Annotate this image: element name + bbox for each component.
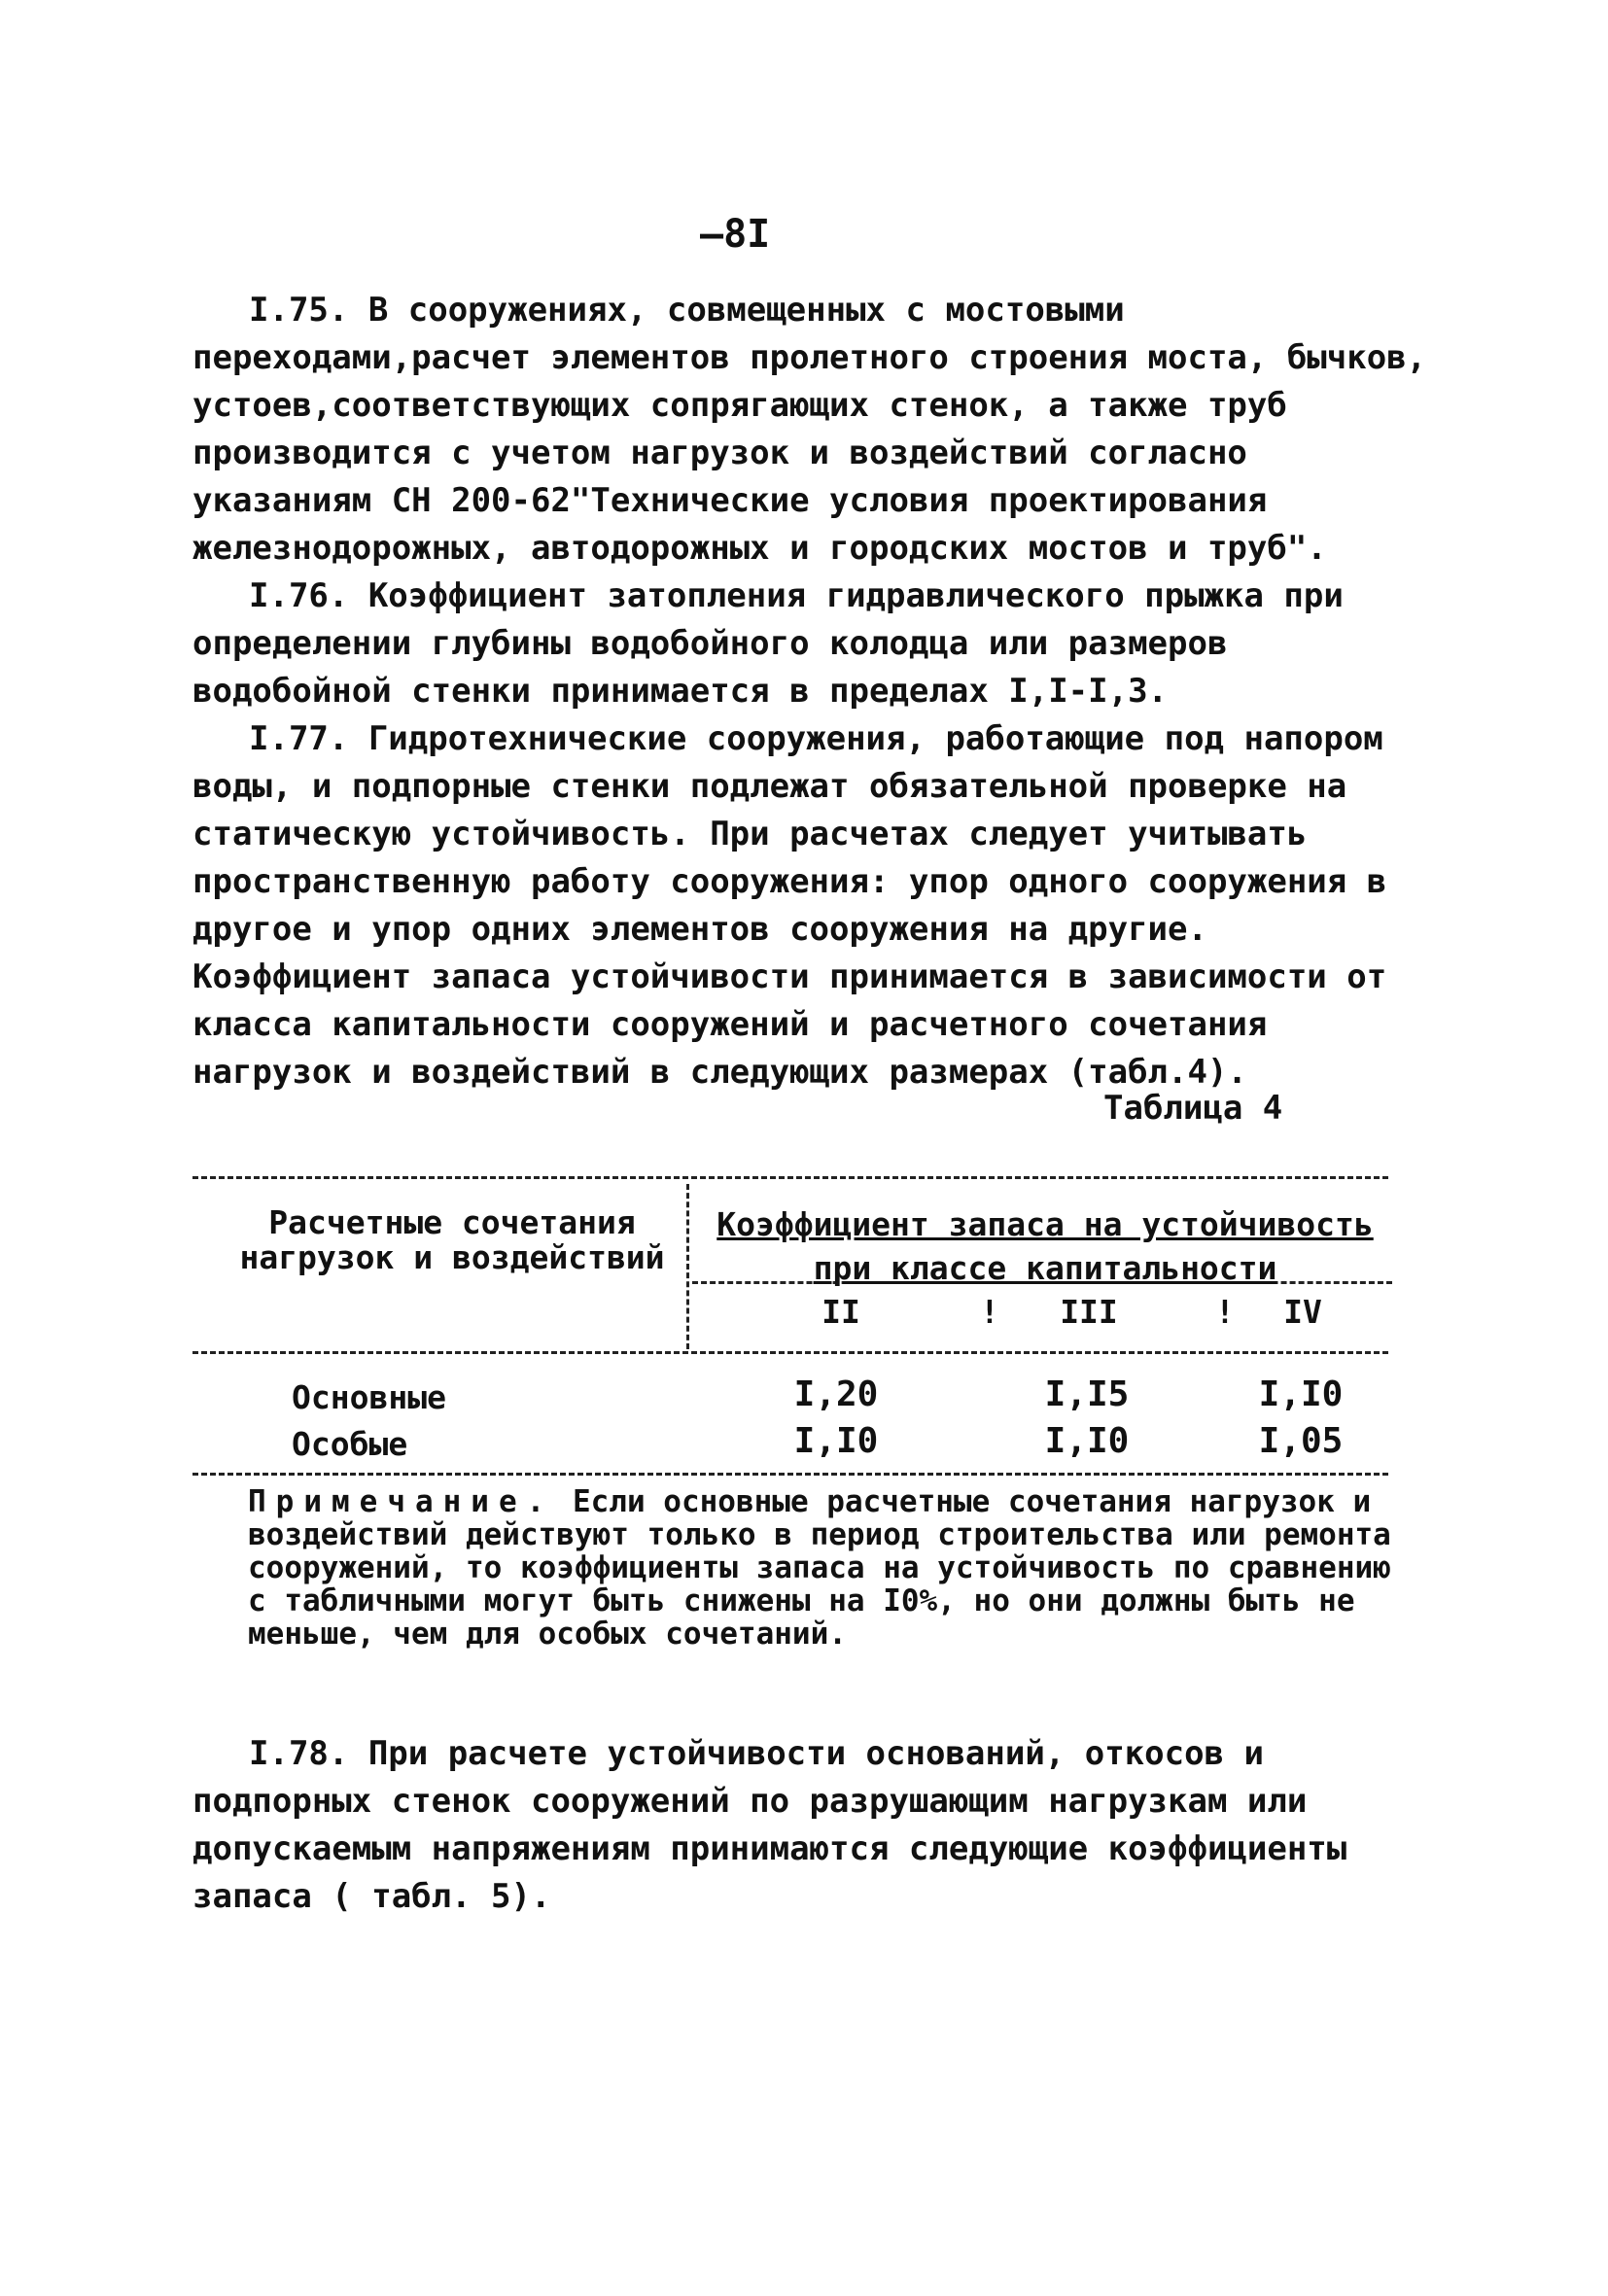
table-class-separator: ! — [1215, 1293, 1235, 1331]
table-header-coefficient: Коэффициент запаса на устойчивость — [717, 1205, 1374, 1243]
table-cell: I,05 — [1258, 1421, 1344, 1461]
table-cell: I,I0 — [1258, 1374, 1344, 1414]
table-cell: I,I0 — [793, 1421, 879, 1461]
table-class-iv: IV — [1283, 1293, 1322, 1331]
table-header-combinations: Расчетные сочетания нагрузок и воздействий — [239, 1203, 665, 1276]
paragraph-1-76: I.76. Коэффициент затопления гидравлического прыжка при определении глубины водобойного колодца или размеров водобойной стенки принимается в пределах I,I-I,3. — [192, 576, 1344, 711]
paragraph-1-75: I.75. В сооружениях, совмещенных с мостовыми переходами,расчет элементов пролетного строения моста, бычков, устоев,соответствующих сопрягающих стенок, а также труб производится с учетом нагрузок и воздействий согласно указаниям СН 200-62"Технические условия проектирования железнодорожных, автодорожных и городских мостов и труб". — [192, 291, 1427, 568]
table-cell: I,I0 — [1044, 1421, 1130, 1461]
table-caption: Таблица 4 — [1103, 1089, 1283, 1128]
table-bottom-rule — [192, 1473, 1388, 1476]
table-header-bottom-rule — [192, 1351, 1388, 1354]
note-text: Если основные расчетные сочетания нагрузок и воздействий действуют только в период строительства или ремонта сооружений, то коэффициенты запаса на устойчивость по сравнению с табличными могут быть снижены на I0%, но они должны быть не меньше, чем для особых сочетаний. — [248, 1484, 1391, 1652]
paragraph-1-78: I.78. При расчете устойчивости оснований, откосов и подпорных стенок сооружений по разрушающим нагрузкам или допускаемым напряжениям принимаются следующие коэффициенты запаса ( табл. 5). — [192, 1734, 1347, 1916]
paragraph-1-77: I.77. Гидротехнические сооружения, работающие под напором воды, и подпорные стенки подлежат обязательной проверке на статическую устойчивость. При расчетах следует учитывать пространственную работу сооружения: упор одного сооружения в другое и упор одних элементов сооружения на другие. Коэффициент запаса устойчивости принимается в зависимости от класса капитальности сооружений и расчетного сочетания нагрузок и воздействий в следующих размерах (табл.4). — [192, 719, 1387, 1092]
table-header-capital-class: при классе капитальности — [813, 1249, 1277, 1287]
table-class-iii: III — [1060, 1293, 1118, 1331]
table-note — [248, 1485, 1395, 1651]
table-cell: I,20 — [793, 1374, 879, 1414]
body-text — [192, 287, 1427, 1096]
table-cell: I,I5 — [1044, 1374, 1130, 1414]
page-number: —8I — [700, 212, 771, 257]
table-class-separator: ! — [980, 1293, 999, 1331]
table-top-rule — [192, 1176, 1388, 1179]
table-header-divider — [686, 1184, 689, 1349]
table-row-label: Основные — [292, 1378, 446, 1416]
table-row-label: Особые — [292, 1425, 408, 1463]
note-title: Примечание. — [248, 1484, 555, 1519]
table-class-ii: II — [821, 1293, 860, 1331]
body-text-continued — [192, 1730, 1427, 1921]
